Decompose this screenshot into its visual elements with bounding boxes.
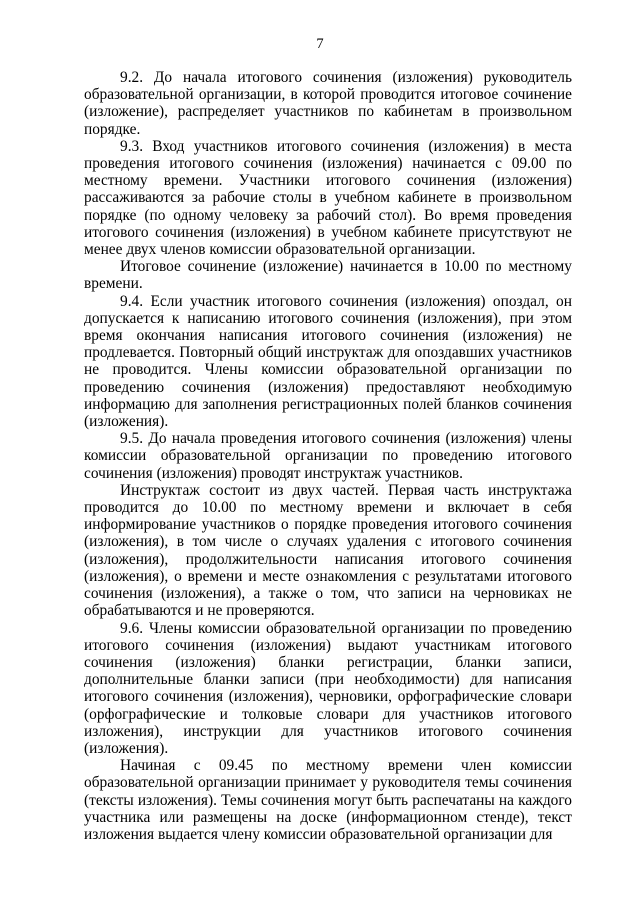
paragraph-instruction-parts: Инструктаж состоит из двух частей. Первая часть инструктажа проводится до 10.00 по местному времени и включает в себя информирование участников о порядке проведения итогового сочинения (изложения), в том числе о случаях удаления с итогового сочинения (изложения), продолжительности написания итогового сочинения (изложения), о времени и месте ознакомления с результатами итогового сочинения (изложения), а также о том, что записи на черновиках не обрабатываются и не проверяются. (84, 481, 572, 620)
paragraph-9-3: 9.3. Вход участников итогового сочинения (изложения) в места проведения итогового сочинения (изложения) начинается с 09.00 по местному времени. Участники итогового сочинения (изложения) рассаживаются за рабочие столы в учебном кабинете в произвольном порядке (по одному человеку за рабочий стол). Во время проведения итогового сочинения (изложения) в учебном кабинете присутствуют не менее двух членов комиссии образовательной организации. (84, 137, 572, 259)
paragraph-9-5: 9.5. До начала проведения итогового сочинения (изложения) члены комиссии образовательной организации по проведению итогового сочинения (изложения) проводят инструктаж участников. (84, 430, 572, 482)
paragraph-9-6: 9.6. Члены комиссии образовательной организации по проведению итогового сочинения (изложения) выдают участникам итогового сочинения (изложения) бланки регистрации, бланки записи, дополнительные бланки записи (при необходимости) для написания итогового сочинения (изложения), черновики, орфографические словари (орфографические и толковые словари для участников итогового изложения), инструкции для участников итогового сочинения (изложения). (84, 619, 572, 757)
paragraph-start-time: Итоговое сочинение (изложение) начинается в 10.00 по местному времени. (84, 258, 572, 293)
paragraph-9-2: 9.2. До начала итогового сочинения (изложения) руководитель образовательной организации, в которой проводится итоговое сочинение (изложение), распределяет участников по кабинетам в произвольном порядке. (84, 69, 572, 138)
paragraph-9-4: 9.4. Если участник итогового сочинения (изложения) опоздал, он допускается к написанию итогового сочинения (изложения), при этом время окончания написания итогового сочинения (изложения) не продлевается. Повторный общий инструктаж для опоздавших участников не проводится. Члены комиссии образовательной организации по проведению сочинения (изложения) предоставляют необходимую информацию для заполнения регистрационных полей бланков сочинения (изложения). (84, 292, 572, 431)
paragraph-topics-handover: Начиная с 09.45 по местному времени член комиссии образовательной организации принимает у руководителя темы сочинения (тексты изложения). Темы сочинения могут быть распечатаны на каждого участника или размещены на доске (информационном стенде), текст изложения выдается члену комиссии образовательной организации для (84, 757, 572, 843)
document-body (84, 69, 572, 843)
page-number: 7 (316, 36, 324, 52)
